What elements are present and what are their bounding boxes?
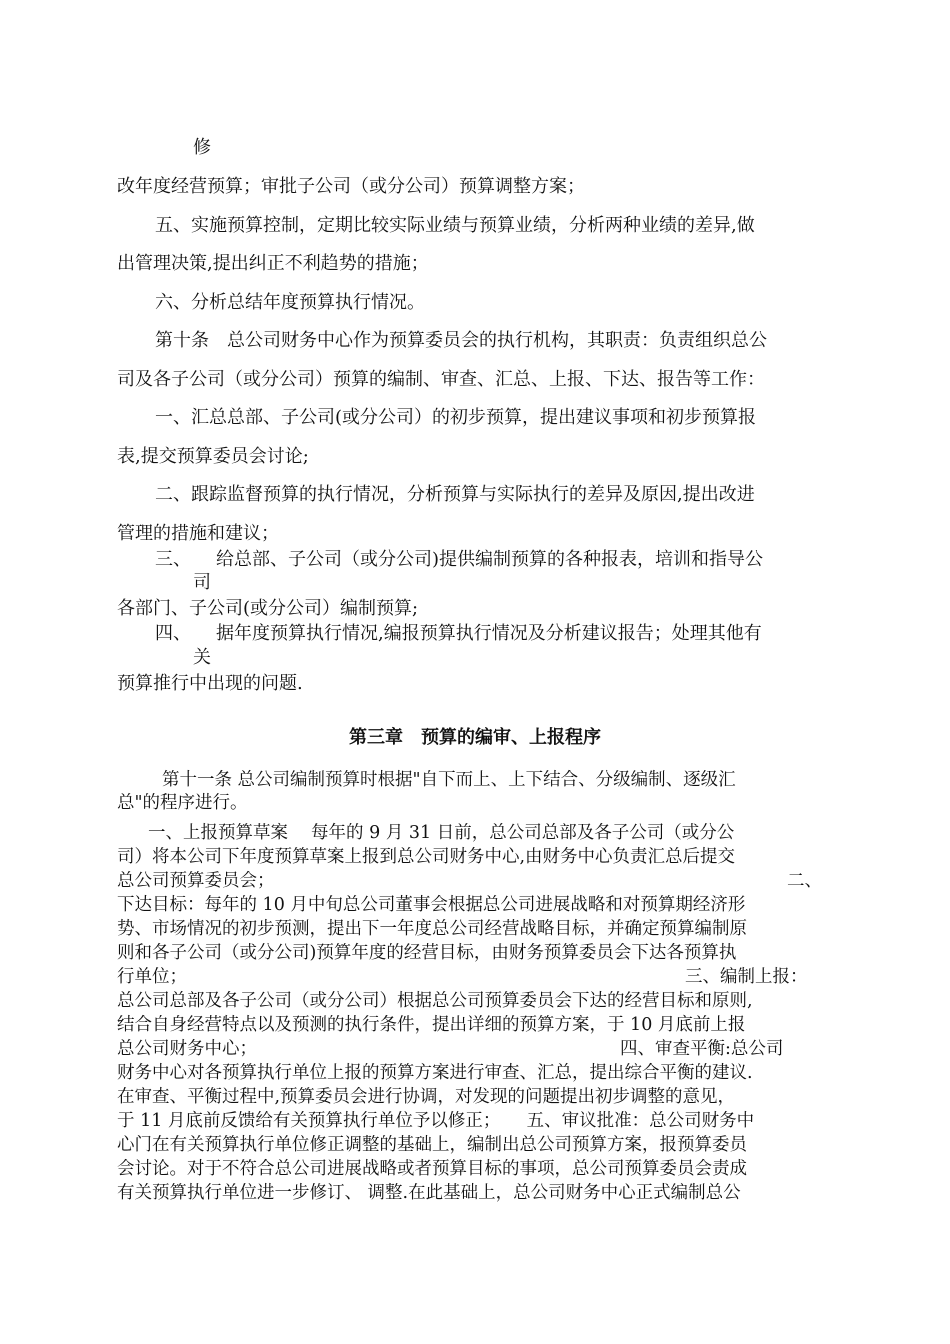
text-line: 五、实施预算控制，定期比较实际业绩与预算业绩，分析两种业绩的差异,做 bbox=[155, 215, 755, 236]
text-line: 三、编制上报： bbox=[685, 967, 808, 987]
text-line: 会讨论。对于不符合总公司进展战略或者预算目标的事项，总公司预算委员会责成 bbox=[117, 1159, 747, 1179]
text-line: 给总部、子公司（或分公司)提供编制预算的各种报表，培训和指导公 bbox=[216, 549, 764, 570]
text-line: 行单位； bbox=[117, 967, 187, 987]
text-line: 司）将本公司下年度预算草案上报到总公司财务中心,由财务中心负责汇总后提交 bbox=[117, 847, 736, 867]
text-line: 二、跟踪监督预算的执行情况，分析预算与实际执行的差异及原因,提出改进 bbox=[155, 484, 755, 505]
text-line: 第十一条 总公司编制预算时根据"自下而上、上下结合、分级编制、逐级汇 bbox=[162, 770, 736, 790]
text-line: 在审查、平衡过程中,预算委员会进行协调，对发现的问题提出初步调整的意见， bbox=[117, 1087, 736, 1107]
text-line: 改年度经营预算；审批子公司（或分公司）预算调整方案； bbox=[117, 176, 585, 197]
text-line: 一、汇总总部、子公司(或分公司）的初步预算，提出建议事项和初步预算报 bbox=[155, 407, 757, 428]
text-line: 司及各子公司（或分公司）预算的编制、审查、汇总、上报、下达、报告等工作： bbox=[117, 369, 765, 390]
text-line: 总公司预算委员会； bbox=[117, 871, 275, 891]
list-marker: 四、 bbox=[155, 623, 191, 644]
text-line: 各部门、子公司(或分公司）编制预算; bbox=[117, 598, 419, 619]
text-line: 财务中心对各预算执行单位上报的预算方案进行审查、汇总，提出综合平衡的建议. bbox=[117, 1063, 753, 1083]
text-line: 关 bbox=[193, 647, 211, 668]
list-marker: 三、 bbox=[155, 549, 191, 570]
text-line: 总公司财务中心； bbox=[117, 1039, 257, 1059]
text-line: 据年度预算执行情况,编报预算执行情况及分析建议报告；处理其他有 bbox=[216, 623, 762, 644]
text-line: 预算推行中出现的问题. bbox=[117, 673, 303, 694]
text-line: 结合自身经营特点以及预测的执行条件，提出详细的预算方案，于 10 月底前上报 bbox=[117, 1015, 746, 1035]
text-line: 势、市场情况的初步预测，提出下一年度总公司经营战略目标，并确定预算编制原 bbox=[117, 919, 747, 939]
text-line: 出管理决策,提出纠正不利趋势的措施； bbox=[117, 253, 429, 274]
chapter-title: 第三章 预算的编审、上报程序 bbox=[349, 727, 601, 748]
text-line: 则和各子公司（或分公司)预算年度的经营目标，由财务预算委员会下达各预算执 bbox=[117, 943, 737, 963]
text-line: 司 bbox=[193, 572, 211, 593]
text-line: 下达目标：每年的 10 月中旬总公司董事会根据总公司进展战略和对预算期经济形 bbox=[117, 895, 746, 915]
text-line: 有关预算执行单位进一步修订、 调整.在此基础上，总公司财务中心正式编制总公 bbox=[117, 1183, 741, 1203]
text-line: 于 11 月底前反馈给有关预算执行单位予以修正； 五、审议批准：总公司财务中 bbox=[117, 1111, 755, 1131]
text-line: 表,提交预算委员会讨论; bbox=[117, 446, 309, 467]
text-line: 四、审查平衡:总公司 bbox=[620, 1039, 784, 1059]
text-line: 第十条 总公司财务中心作为预算委员会的执行机构，其职责：负责组织总公 bbox=[155, 330, 767, 351]
text-line: 一、上报预算草案 每年的 9 月 31 日前，总公司总部及各子公司（或分公 bbox=[148, 823, 735, 843]
list-marker: 二、 bbox=[787, 871, 822, 891]
text-line: 总公司总部及各子公司（或分公司）根据总公司预算委员会下达的经营目标和原则, bbox=[117, 991, 753, 1011]
text-line: 心门在有关预算执行单位修正调整的基础上，编制出总公司预算方案，报预算委员 bbox=[117, 1135, 747, 1155]
text-line: 总"的程序进行。 bbox=[117, 793, 248, 813]
text-line: 管理的措施和建议； bbox=[117, 523, 279, 544]
text-line: 修 bbox=[193, 137, 211, 158]
text-line: 六、分析总结年度预算执行情况。 bbox=[155, 292, 425, 313]
